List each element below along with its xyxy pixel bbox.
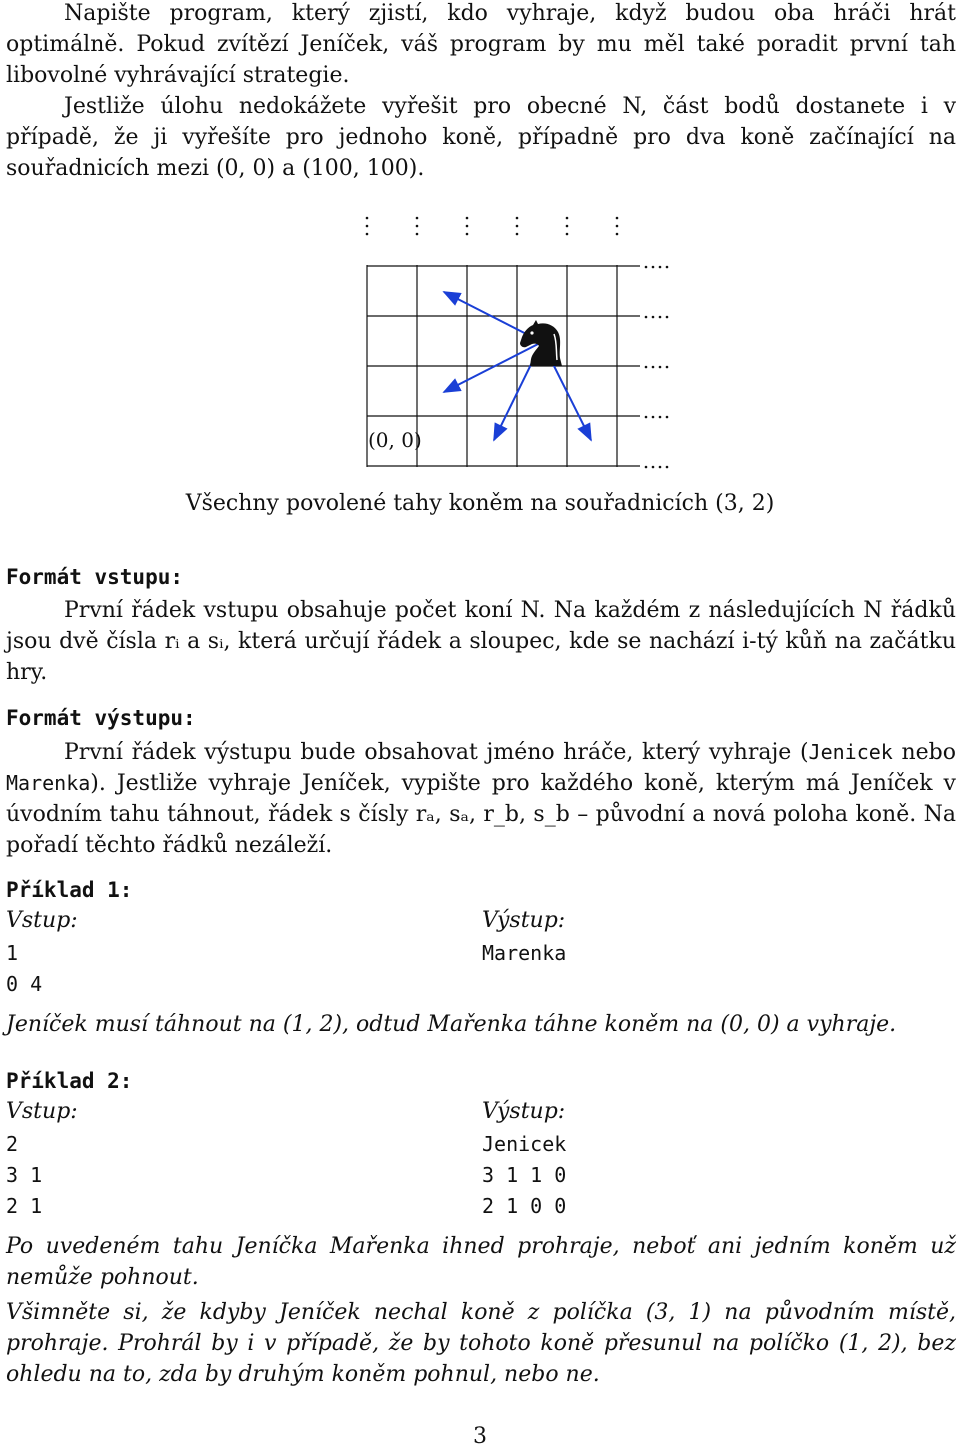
example-2-input-label: Vstup: (6, 1099, 78, 1124)
example-1-heading: Příklad 1: (6, 878, 133, 902)
example-2-output-line: Jenicek (482, 1132, 567, 1156)
example-2-note-1: Po uvedeném tahu Jeníčka Mařenka ihned prohraje, neboť ani jedním koněm už nemůže pohnout. (6, 1234, 956, 1290)
output-format-text-c: ). Jestliže vyhraje Jeníček, vypište pro každého koně, kterým má Jeníček v úvodním tahu táhnout, řádek s čísly rₐ, sₐ, r_b, s_b – původní a nová poloha koně. Na pořadí těchto řádků nezáleží. (6, 771, 956, 858)
code-marenka: Marenka (6, 771, 91, 795)
output-format-paragraph (6, 737, 956, 861)
output-format-text-b: nebo (892, 740, 956, 765)
figure-caption: Všechny povolené tahy koněm na souřadnicích (3, 2) (185, 491, 775, 516)
output-format-heading: Formát výstupu: (6, 706, 196, 730)
example-2-output-line: 3 1 1 0 (482, 1163, 567, 1187)
intro-text-2: Jestliže úlohu nedokážete vyřešit pro obecné N, část bodů dostanete i v případě, že ji vyřešíte pro jednoho koně, případně pro dva koně začínající na souřadnicích mezi (0, 0) a (100, 100). (6, 94, 956, 181)
output-format-text-a: První řádek výstupu bude obsahovat jméno hráče, který vyhraje ( (64, 740, 809, 765)
intro-text-1: Napište program, který zjistí, kdo vyhraje, když budou oba hráči hrát optimálně. Pokud zvítězí Jeníček, váš program by mu měl také poradit první tah libovolné vyhrávající strategie. (6, 1, 956, 88)
example-2-output-label: Výstup: (482, 1099, 566, 1124)
example-1-output-line: Marenka (482, 941, 567, 965)
example-2-input-line: 3 1 (6, 1163, 43, 1187)
example-2-note-2: Všimněte si, že kdyby Jeníček nechal koně z políčka (3, 1) na původním místě, prohraje. Prohrál by i v případě, že by tohoto koně přesunul na políčko (1, 2), bez ohledu na to, zda by druhým koněm pohnul, nebo ne. (6, 1300, 956, 1387)
example-2-input-line: 2 1 (6, 1194, 43, 1218)
input-format-text: První řádek vstupu obsahuje počet koní N. Na každém z následujících N řádků jsou dvě čísla rᵢ a sᵢ, která určují řádek a sloupec, kde se nachází i-tý kůň na začátku hry. (6, 598, 956, 685)
example-1-input-line: 1 (6, 941, 19, 965)
example-2-input-line: 2 (6, 1132, 19, 1156)
chess-knight-icon (520, 320, 562, 366)
grid-continuation-dots-top (366, 217, 619, 236)
example-1-input-label: Vstup: (6, 908, 78, 933)
example-1-input-line: 0 4 (6, 972, 43, 996)
input-format-heading: Formát vstupu: (6, 565, 184, 589)
example-2-output-line: 2 1 0 0 (482, 1194, 567, 1218)
grid-continuation-dots-right (645, 266, 669, 469)
example-1-note: Jeníček musí táhnout na (1, 2), odtud Mařenka táhne koněm na (0, 0) a vyhraje. (6, 1012, 897, 1037)
move-arrow-2 (444, 342, 542, 392)
example-2-heading: Příklad 2: (6, 1069, 133, 1093)
knight-moves-figure (0, 0, 960, 500)
page-number: 3 (473, 1424, 487, 1449)
input-format-paragraph (6, 595, 956, 688)
origin-label: (0, 0) (368, 428, 422, 452)
code-jenicek: Jenicek (808, 740, 893, 764)
example-1-output-label: Výstup: (482, 908, 566, 933)
